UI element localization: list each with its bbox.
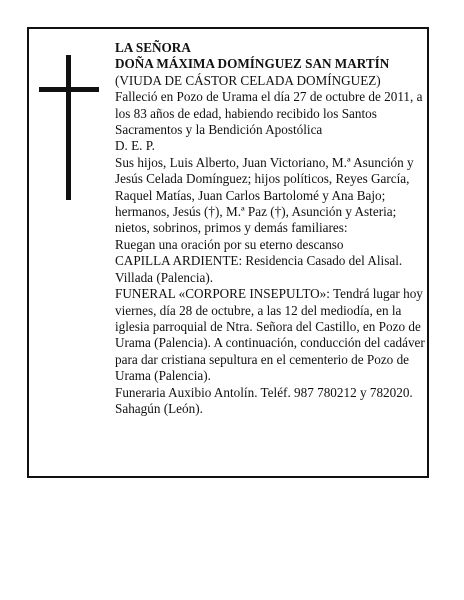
- obituary-frame: [27, 27, 429, 478]
- prayer-line: Ruegan una oración por su eterno descanso: [115, 236, 344, 252]
- dep-line: D. E. P.: [115, 138, 155, 154]
- cross-icon: [39, 55, 99, 200]
- widow-line: (VIUDA DE CÁSTOR CELADA DOMÍNGUEZ): [115, 72, 381, 88]
- cross-vertical-bar: [66, 55, 71, 200]
- obituary-text: [115, 40, 425, 417]
- chapel-text: CAPILLA ARDIENTE: Residencia Casado del Alisal. Villada (Palencia).: [115, 253, 403, 285]
- death-text: Falleció en Pozo de Urama el día 27 de octubre de 2011, a los 83 años de edad, habiendo recibido los Santos Sacramentos y la Bendición Apostólica: [115, 89, 423, 138]
- deceased-name: DOÑA MÁXIMA DOMÍNGUEZ SAN MARTÍN: [115, 56, 390, 72]
- cross-horizontal-bar: [39, 87, 99, 92]
- funeral-text: FUNERAL «CORPORE INSEPULTO»: Tendrá lugar hoy viernes, día 28 de octubre, a las 12 del mediodía, en la iglesia parroquial de Ntra. Señora del Castillo, en Pozo de Urama (Palencia). A continuación, conducción del cadáver para dar cristiana sepultura en el cementerio de Pozo de Urama (Palencia).: [115, 286, 425, 384]
- notice-title: LA SEÑORA: [115, 40, 191, 55]
- family-text: Sus hijos, Luis Alberto, Juan Victoriano, M.ª Asunción y Jesús Celada Domínguez; hijos políticos, Reyes García, Raquel Matías, Juan Carlos Bartolomé y Ana Bajo; hermanos, Jesús (†), M.ª Paz (†), Asunción y Asteria; nietos, sobrinos, primos y demás familiares:: [115, 154, 414, 236]
- funeral-home-text: Funeraria Auxibio Antolín. Teléf. 987 780212 y 782020. Sahagún (León).: [115, 384, 413, 416]
